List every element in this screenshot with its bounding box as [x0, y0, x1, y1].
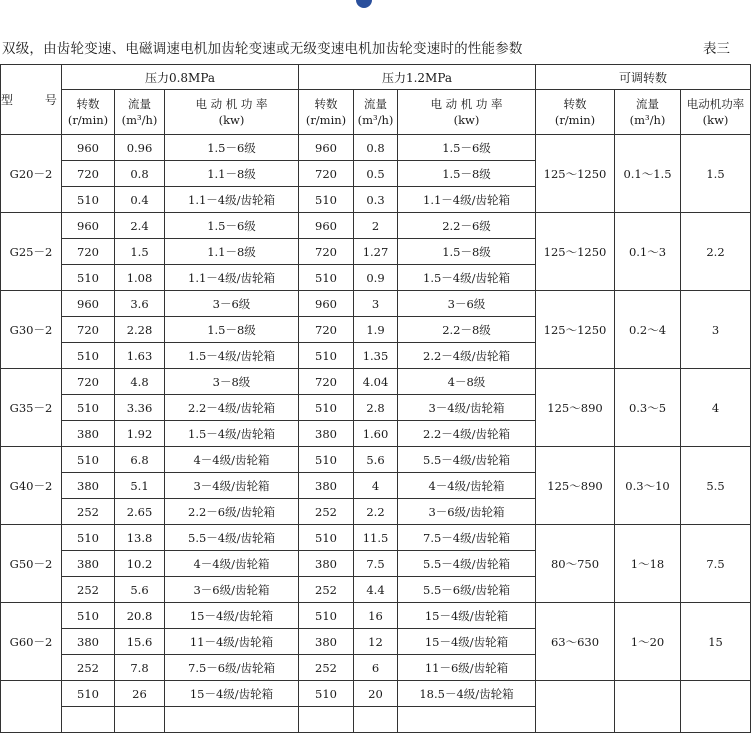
flow-cell-2: 2.8 [354, 395, 398, 421]
power-cell-2 [398, 707, 536, 733]
speed-cell-2: 960 [299, 291, 354, 317]
power-cell-2: 1.5－8级 [398, 239, 536, 265]
adj-power-cell: 5.5 [681, 447, 751, 525]
flow-header-3: 流量 (m³/h) [615, 90, 681, 135]
adj-power-cell: 3 [681, 291, 751, 369]
adj-speed-cell: 80～750 [536, 525, 615, 603]
power-cell-1: 3－6级 [165, 291, 299, 317]
speed-cell-2: 510 [299, 395, 354, 421]
speed-header-3: 转数 (r/min) [536, 90, 615, 135]
flow-cell-2: 4.4 [354, 577, 398, 603]
power-cell-1: 1.5－6级 [165, 135, 299, 161]
logo-mark-icon [356, 0, 372, 8]
speed-cell-2: 720 [299, 239, 354, 265]
power-cell-1: 4－4级/齿轮箱 [165, 551, 299, 577]
power-cell-1: 1.5－4级/齿轮箱 [165, 343, 299, 369]
speed-cell-2: 960 [299, 213, 354, 239]
adj-flow-cell: 0.3～10 [615, 447, 681, 525]
speed-cell-2: 380 [299, 551, 354, 577]
power-cell-1: 2.2－6级/齿轮箱 [165, 499, 299, 525]
model-header: 型 号 [1, 65, 62, 135]
power-cell-1: 1.1－4级/齿轮箱 [165, 265, 299, 291]
speed-cell-2: 720 [299, 317, 354, 343]
table-row [1, 291, 751, 317]
adj-flow-cell [615, 681, 681, 733]
model-name-cell: G40－2 [1, 447, 62, 525]
power-cell-1: 15－4级/齿轮箱 [165, 603, 299, 629]
adj-flow-cell: 1～20 [615, 603, 681, 681]
power-cell-2: 7.5－4级/齿轮箱 [398, 525, 536, 551]
power-cell-2: 2.2－4级/齿轮箱 [398, 343, 536, 369]
flow-cell-2: 4 [354, 473, 398, 499]
power-cell-1: 3－6级/齿轮箱 [165, 577, 299, 603]
flow-cell-1: 1.08 [115, 265, 165, 291]
flow-cell-2: 0.3 [354, 187, 398, 213]
speed-cell-2: 252 [299, 499, 354, 525]
table-row [1, 369, 751, 395]
speed-cell-2: 380 [299, 473, 354, 499]
flow-cell-2: 4.04 [354, 369, 398, 395]
power-cell-1: 1.1－8级 [165, 239, 299, 265]
flow-cell-1: 0.4 [115, 187, 165, 213]
flow-cell-1: 3.6 [115, 291, 165, 317]
adj-speed-cell: 63～630 [536, 603, 615, 681]
flow-cell-1 [115, 707, 165, 733]
speed-cell-1 [62, 707, 115, 733]
adj-power-cell: 2.2 [681, 213, 751, 291]
flow-cell-1: 1.92 [115, 421, 165, 447]
power-cell-2: 11－6级/齿轮箱 [398, 655, 536, 681]
table-number: 表三 [703, 41, 730, 57]
speed-cell-1: 252 [62, 577, 115, 603]
speed-cell-2: 510 [299, 603, 354, 629]
speed-cell-2: 380 [299, 629, 354, 655]
table-row [1, 447, 751, 473]
flow-cell-2: 6 [354, 655, 398, 681]
speed-cell-1: 380 [62, 551, 115, 577]
flow-cell-2: 2 [354, 213, 398, 239]
power-cell-2: 3－6级/齿轮箱 [398, 499, 536, 525]
speed-cell-2: 380 [299, 421, 354, 447]
table-row [1, 681, 751, 707]
flow-cell-1: 15.6 [115, 629, 165, 655]
adj-power-cell: 15 [681, 603, 751, 681]
flow-cell-1: 6.8 [115, 447, 165, 473]
flow-cell-1: 2.4 [115, 213, 165, 239]
flow-cell-1: 13.8 [115, 525, 165, 551]
power-cell-2: 5.5－6级/齿轮箱 [398, 577, 536, 603]
speed-cell-1: 720 [62, 161, 115, 187]
speed-cell-1: 510 [62, 603, 115, 629]
flow-cell-2: 2.2 [354, 499, 398, 525]
power-cell-2: 1.5－8级 [398, 161, 536, 187]
power-cell-1: 1.5－8级 [165, 317, 299, 343]
table-body [1, 135, 751, 733]
speed-cell-1: 720 [62, 317, 115, 343]
speed-cell-1: 960 [62, 135, 115, 161]
power-cell-2: 3－6级 [398, 291, 536, 317]
flow-cell-2: 1.35 [354, 343, 398, 369]
power-cell-2: 1.5－6级 [398, 135, 536, 161]
speed-cell-1: 380 [62, 473, 115, 499]
model-name-cell: G60－2 [1, 603, 62, 681]
flow-cell-2: 0.9 [354, 265, 398, 291]
power-cell-1: 1.1－4级/齿轮箱 [165, 187, 299, 213]
model-name-cell: G50－2 [1, 525, 62, 603]
model-name-cell: G35－2 [1, 369, 62, 447]
speed-cell-2: 510 [299, 343, 354, 369]
adj-power-cell: 7.5 [681, 525, 751, 603]
flow-header-1: 流量 (m³/h) [115, 90, 165, 135]
flow-cell-1: 5.6 [115, 577, 165, 603]
flow-cell-1: 3.36 [115, 395, 165, 421]
speed-cell-2: 252 [299, 577, 354, 603]
speed-cell-1: 510 [62, 525, 115, 551]
speed-cell-2: 720 [299, 369, 354, 395]
model-name-cell: G25－2 [1, 213, 62, 291]
speed-cell-1: 510 [62, 447, 115, 473]
flow-cell-2: 20 [354, 681, 398, 707]
power-cell-1 [165, 707, 299, 733]
speed-cell-2: 720 [299, 161, 354, 187]
speed-cell-2: 252 [299, 655, 354, 681]
speed-header-2: 转数 (r/min) [299, 90, 354, 135]
power-cell-1: 3－8级 [165, 369, 299, 395]
speed-cell-2 [299, 707, 354, 733]
flow-cell-2: 1.9 [354, 317, 398, 343]
flow-cell-2: 5.6 [354, 447, 398, 473]
power-cell-2: 4－4级/齿轮箱 [398, 473, 536, 499]
table-title: 双级，由齿轮变速、电磁调速电机加齿轮变速或无级变速电机加齿轮变速时的性能参数 [2, 41, 523, 57]
adj-power-cell [681, 681, 751, 733]
model-name-cell: G20－2 [1, 135, 62, 213]
table-row [1, 135, 751, 161]
power-cell-1: 5.5－4级/齿轮箱 [165, 525, 299, 551]
flow-cell-1: 26 [115, 681, 165, 707]
power-cell-1: 1.1－8级 [165, 161, 299, 187]
power-cell-2: 15－4级/齿轮箱 [398, 603, 536, 629]
power-cell-1: 3－4级/齿轮箱 [165, 473, 299, 499]
adj-flow-cell: 1～18 [615, 525, 681, 603]
speed-cell-2: 510 [299, 447, 354, 473]
flow-cell-2: 1.27 [354, 239, 398, 265]
power-cell-2: 2.2－4级/齿轮箱 [398, 421, 536, 447]
flow-cell-1: 1.63 [115, 343, 165, 369]
flow-cell-2: 11.5 [354, 525, 398, 551]
speed-cell-2: 960 [299, 135, 354, 161]
speed-cell-1: 252 [62, 499, 115, 525]
adj-speed-cell: 125～1250 [536, 135, 615, 213]
power-cell-2: 5.5－4级/齿轮箱 [398, 551, 536, 577]
power-cell-2: 5.5－4级/齿轮箱 [398, 447, 536, 473]
flow-cell-1: 0.96 [115, 135, 165, 161]
power-cell-1: 2.2－4级/齿轮箱 [165, 395, 299, 421]
adj-power-cell: 4 [681, 369, 751, 447]
speed-cell-2: 510 [299, 681, 354, 707]
speed-cell-1: 960 [62, 291, 115, 317]
power-header-2: 电 动 机 功 率 (kw) [398, 90, 536, 135]
adj-speed-cell [536, 681, 615, 733]
speed-cell-1: 510 [62, 343, 115, 369]
speed-cell-1: 960 [62, 213, 115, 239]
flow-cell-1: 1.5 [115, 239, 165, 265]
speed-cell-1: 510 [62, 265, 115, 291]
speed-header-1: 转数 (r/min) [62, 90, 115, 135]
flow-cell-1: 2.28 [115, 317, 165, 343]
flow-cell-2: 16 [354, 603, 398, 629]
flow-cell-2: 7.5 [354, 551, 398, 577]
flow-cell-1: 5.1 [115, 473, 165, 499]
adj-speed-cell: 125～890 [536, 369, 615, 447]
adj-flow-cell: 0.2～4 [615, 291, 681, 369]
flow-cell-2: 0.5 [354, 161, 398, 187]
power-cell-1: 7.5－6级/齿轮箱 [165, 655, 299, 681]
pressure-1.2-header: 压力1.2MPa [299, 65, 536, 90]
power-cell-1: 15－4级/齿轮箱 [165, 681, 299, 707]
flow-cell-2 [354, 707, 398, 733]
adj-speed-cell: 125～1250 [536, 291, 615, 369]
adjustable-speed-header: 可调转数 [536, 65, 751, 90]
table-row [1, 213, 751, 239]
speed-cell-1: 720 [62, 369, 115, 395]
speed-cell-1: 720 [62, 239, 115, 265]
performance-table [0, 64, 751, 733]
speed-cell-1: 510 [62, 187, 115, 213]
table-row [1, 603, 751, 629]
adj-speed-cell: 125～1250 [536, 213, 615, 291]
power-cell-1: 11－4级/齿轮箱 [165, 629, 299, 655]
flow-header-2: 流量 (m³/h) [354, 90, 398, 135]
power-cell-1: 4－4级/齿轮箱 [165, 447, 299, 473]
adj-power-cell: 1.5 [681, 135, 751, 213]
speed-cell-2: 510 [299, 525, 354, 551]
speed-cell-2: 510 [299, 265, 354, 291]
speed-cell-1: 510 [62, 681, 115, 707]
model-name-cell [1, 681, 62, 733]
power-cell-2: 2.2－6级 [398, 213, 536, 239]
flow-cell-2: 0.8 [354, 135, 398, 161]
power-cell-2: 15－4级/齿轮箱 [398, 629, 536, 655]
power-cell-2: 1.1－4级/齿轮箱 [398, 187, 536, 213]
speed-cell-1: 252 [62, 655, 115, 681]
power-cell-2: 4－8级 [398, 369, 536, 395]
adj-flow-cell: 0.1～1.5 [615, 135, 681, 213]
adj-speed-cell: 125～890 [536, 447, 615, 525]
power-cell-1: 1.5－4级/齿轮箱 [165, 421, 299, 447]
flow-cell-1: 4.8 [115, 369, 165, 395]
flow-cell-2: 3 [354, 291, 398, 317]
motor-power-header: 电动机功率 (kw) [681, 90, 751, 135]
power-cell-2: 18.5－4级/齿轮箱 [398, 681, 536, 707]
speed-cell-2: 510 [299, 187, 354, 213]
flow-cell-2: 1.60 [354, 421, 398, 447]
pressure-0.8-header: 压力0.8MPa [62, 65, 299, 90]
flow-cell-1: 7.8 [115, 655, 165, 681]
adj-flow-cell: 0.3～5 [615, 369, 681, 447]
adj-flow-cell: 0.1～3 [615, 213, 681, 291]
flow-cell-1: 10.2 [115, 551, 165, 577]
speed-cell-1: 380 [62, 629, 115, 655]
power-cell-2: 3－4级/齿轮箱 [398, 395, 536, 421]
power-header-1: 电 动 机 功 率 (kw) [165, 90, 299, 135]
power-cell-2: 2.2－8级 [398, 317, 536, 343]
speed-cell-1: 380 [62, 421, 115, 447]
flow-cell-1: 2.65 [115, 499, 165, 525]
flow-cell-2: 12 [354, 629, 398, 655]
table-row [1, 525, 751, 551]
power-cell-1: 1.5－6级 [165, 213, 299, 239]
power-cell-2: 1.5－4级/齿轮箱 [398, 265, 536, 291]
flow-cell-1: 0.8 [115, 161, 165, 187]
speed-cell-1: 510 [62, 395, 115, 421]
flow-cell-1: 20.8 [115, 603, 165, 629]
model-name-cell: G30－2 [1, 291, 62, 369]
